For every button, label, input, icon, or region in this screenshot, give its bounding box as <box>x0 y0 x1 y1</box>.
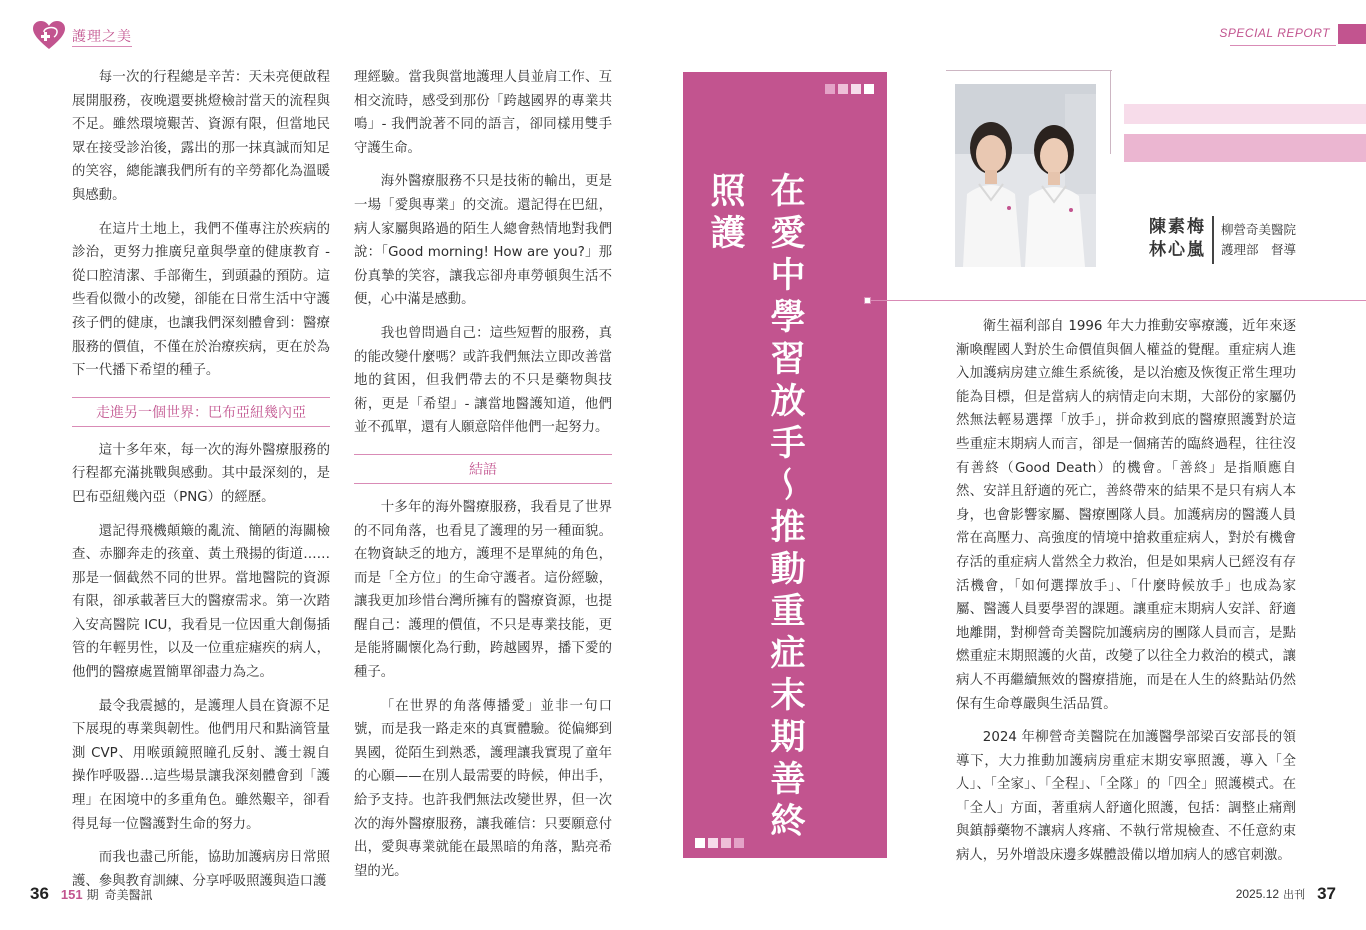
author-divider <box>1212 216 1214 264</box>
conclusion-subheading: 結語 <box>354 454 612 484</box>
square <box>721 838 731 848</box>
photo-frame-top <box>946 70 1112 71</box>
left-page-column-1 <box>72 66 330 903</box>
affiliation-role: 護理部 督導 <box>1221 242 1297 257</box>
author-name: 林心嵐 <box>1149 240 1206 260</box>
publish-date: 2025.12 <box>1235 887 1280 901</box>
special-report-header <box>1166 24 1366 44</box>
square <box>734 838 744 848</box>
paragraph: 每一次的行程總是辛苦：天未亮便啟程展開服務，夜晚還要挑燈檢討當天的流程與不足。雖然環境艱苦、資源有限，但當地民眾在接受診治後，露出的那一抹真誠而知足的笑容，總能讓我們所有的辛勞都化為溫暖與感動。 <box>72 70 330 203</box>
left-page-column-2 <box>354 66 612 893</box>
footer-right <box>1236 880 1336 908</box>
connector-line <box>868 300 1366 301</box>
square <box>825 84 835 94</box>
paragraph: 還記得飛機顛簸的亂流、簡陋的海關檢查、赤腳奔走的孩童、黃土飛揚的街道……那是一個截然不同的世界。當地醫院的資源有限，卻承載著巨大的醫療需求。第一次踏入安高醫院 ICU，我看見一位因重大創傷插管的年輕男性，以及一位重症瘧疾的病人，他們的醫療處置簡單卻盡力為之。 <box>72 523 330 681</box>
author-photo <box>955 84 1096 267</box>
square <box>695 838 705 848</box>
page-number-left: 36 <box>30 884 49 903</box>
special-report-label: SPECIAL REPORT <box>1219 26 1330 40</box>
section-subheading: 走進另一個世界：巴布亞紐幾內亞 <box>72 397 330 427</box>
paragraph: 十多年的海外醫療服務，我看見了世界的不同角落，也看見了護理的另一種面貌。在物資缺乏的地方，護理不是單純的角色，而是「全方位」的生命守護者。這份經驗，讓我更加珍惜台灣所擁有的醫療資源，也提醒自己：護理的價值，不只是專業技能，更是能將關懷化為行動，跨越國界，播下愛的種子。 <box>354 499 612 681</box>
right-page-column <box>956 315 1296 878</box>
page-number-right: 37 <box>1317 884 1336 903</box>
author-signatures <box>1140 216 1206 262</box>
paragraph: 而我也盡己所能，協助加護病房日常照護、參與教育訓練、分享呼吸照護與造口護 <box>72 850 330 889</box>
footer-left <box>30 880 153 908</box>
issue-unit: 期 <box>86 887 99 902</box>
paragraph: 這十多年來，每一次的海外醫療服務的行程都充滿挑戰與感動。其中最深刻的，是巴布亞紐幾內亞（PNG）的經歷。 <box>72 442 330 505</box>
paragraph: 理經驗。當我與當地護理人員並肩工作、互相交流時，感受到那份「跨越國界的專業共鳴」- 我們說著不同的語言，卻同樣用雙手守護生命。 <box>354 70 612 156</box>
affiliation-hospital: 柳營奇美醫院 <box>1221 222 1297 237</box>
header-rule-right <box>1230 45 1336 46</box>
decorative-squares-top <box>825 84 874 94</box>
magazine-name: 奇美醫訊 <box>104 887 153 902</box>
paragraph: 2024 年柳營奇美醫院在加護醫學部梁百安部長的領導下，大力推動加護病房重症末期安寧照護，導入「全人」、「全家」、「全程」、「全隊」的「四全」照護模式。在「全人」方面，著重病人舒適化照護，包括：調整止痛劑與鎮靜藥物不讓病人疼痛、不執行常規檢查、不任意約束病人，另外增設床邊多媒體設備以增加病人的感官刺激。 <box>956 730 1296 864</box>
publish-label: 出刊 <box>1283 889 1306 901</box>
paragraph: 「在世界的角落傳播愛」並非一句口號，而是我一路走來的真實體驗。從偏鄉到異國，從陌生到熟悉，護理讓我實現了童年的心願——在別人最需要的時候，伸出手，給予支持。也許我們無法改變世界，但一次次的海外醫療服務，讓我確信：只要願意付出，愛與專業就能在最黑暗的角落，點亮希望的光。 <box>354 698 612 879</box>
author-name: 陳素梅 <box>1149 217 1206 237</box>
special-report-block <box>1338 24 1366 44</box>
paragraph: 衛生福利部自 1996 年大力推動安寧療護，近年來逐漸喚醒國人對於生命價值與個人權益的覺醒。重症病人進入加護病房建立維生系統後，是以治癒及恢復正常生理功能為目標，但是當病人的病情走向末期，大部份的家屬仍然無法輕易選擇「放手」，拼命救到底的醫療照護對於這些重症末期病人而言，卻是一個痛苦的臨終過程，往往沒有善終（Good Death）的機會。「善終」是指順應自然、安詳且舒適的死亡，善終帶來的結果不是只有病人本身，也會影響家屬、醫療團隊人員。加護病房的醫護人員常在高壓力、高強度的情境中搶救重症病人，對於有機會存活的重症病人當然全力救治，但是如果病人已經沒有存活機會，「如何選擇放手」、「什麼時候放手」也成為家屬、醫護人員要學習的課題。讓重症末期病人安詳、舒適地離開，對柳營奇美醫院加護病房的團隊人員而言，是點燃重症末期照護的火苗，改變了以往全力救治的模式，讓病人不再繼續無效的醫療措施，而是在人生的終點站仍然保有生命尊嚴與生活品質。 <box>956 319 1296 712</box>
square <box>708 838 718 848</box>
author-affiliation <box>1221 220 1296 260</box>
article-title: 在愛中學習放手～推動重症末期善終照護 <box>705 172 806 844</box>
paragraph: 我也曾問過自己：這些短暫的服務，真的能改變什麼嗎？或許我們無法立即改善當地的貧困，但我們帶去的不只是藥物與技術，更是「希望」- 讓當地醫護知道，他們並不孤單，還有人願意陪伴他們一起努力。 <box>354 325 612 436</box>
decorative-bar-light <box>1124 104 1366 124</box>
heart-cross-icon <box>32 20 66 50</box>
header-rule-left <box>72 46 132 47</box>
author-photo-illustration <box>955 84 1096 267</box>
square <box>838 84 848 94</box>
square <box>864 84 874 94</box>
paragraph: 海外醫療服務不只是技術的輸出，更是一場「愛與專業」的交流。還記得在巴紐，病人家屬與路過的陌生人總會熱情地對我們說：「Good morning! How are you?」那份真摯的笑容，讓我忘卻舟車勞頓與生活不便，心中滿是感動。 <box>354 174 612 308</box>
connector-dot <box>864 297 871 304</box>
paragraph: 在這片土地上，我們不僅專注於疾病的診治，更努力推廣兒童與學童的健康教育 - 從口腔清潔、手部衛生，到頭蝨的預防。這些看似微小的改變，卻能在日常生活中守護孩子們的健康，也讓我們深刻體會到：醫療服務的價值，不僅在於治療疾病，更在於為下一代播下希望的種子。 <box>72 221 330 379</box>
decorative-bar-mid <box>1124 134 1366 162</box>
square <box>851 84 861 94</box>
photo-frame-side <box>1110 70 1111 154</box>
issue-number: 151 <box>60 886 83 902</box>
section-name: 護理之美 <box>72 29 132 45</box>
decorative-squares-bottom <box>695 838 744 848</box>
title-panel <box>683 72 887 858</box>
paragraph: 最令我震撼的，是護理人員在資源不足下展現的專業與韌性。他們用尺和點滴管量測 CVP、用喉頭鏡照瞳孔反射、護士親自操作呼吸器…這些場景讓我深刻體會到「護理」在困境中的多重角色。雖然艱辛，卻看得見每一位醫護對生命的努力。 <box>72 698 330 832</box>
